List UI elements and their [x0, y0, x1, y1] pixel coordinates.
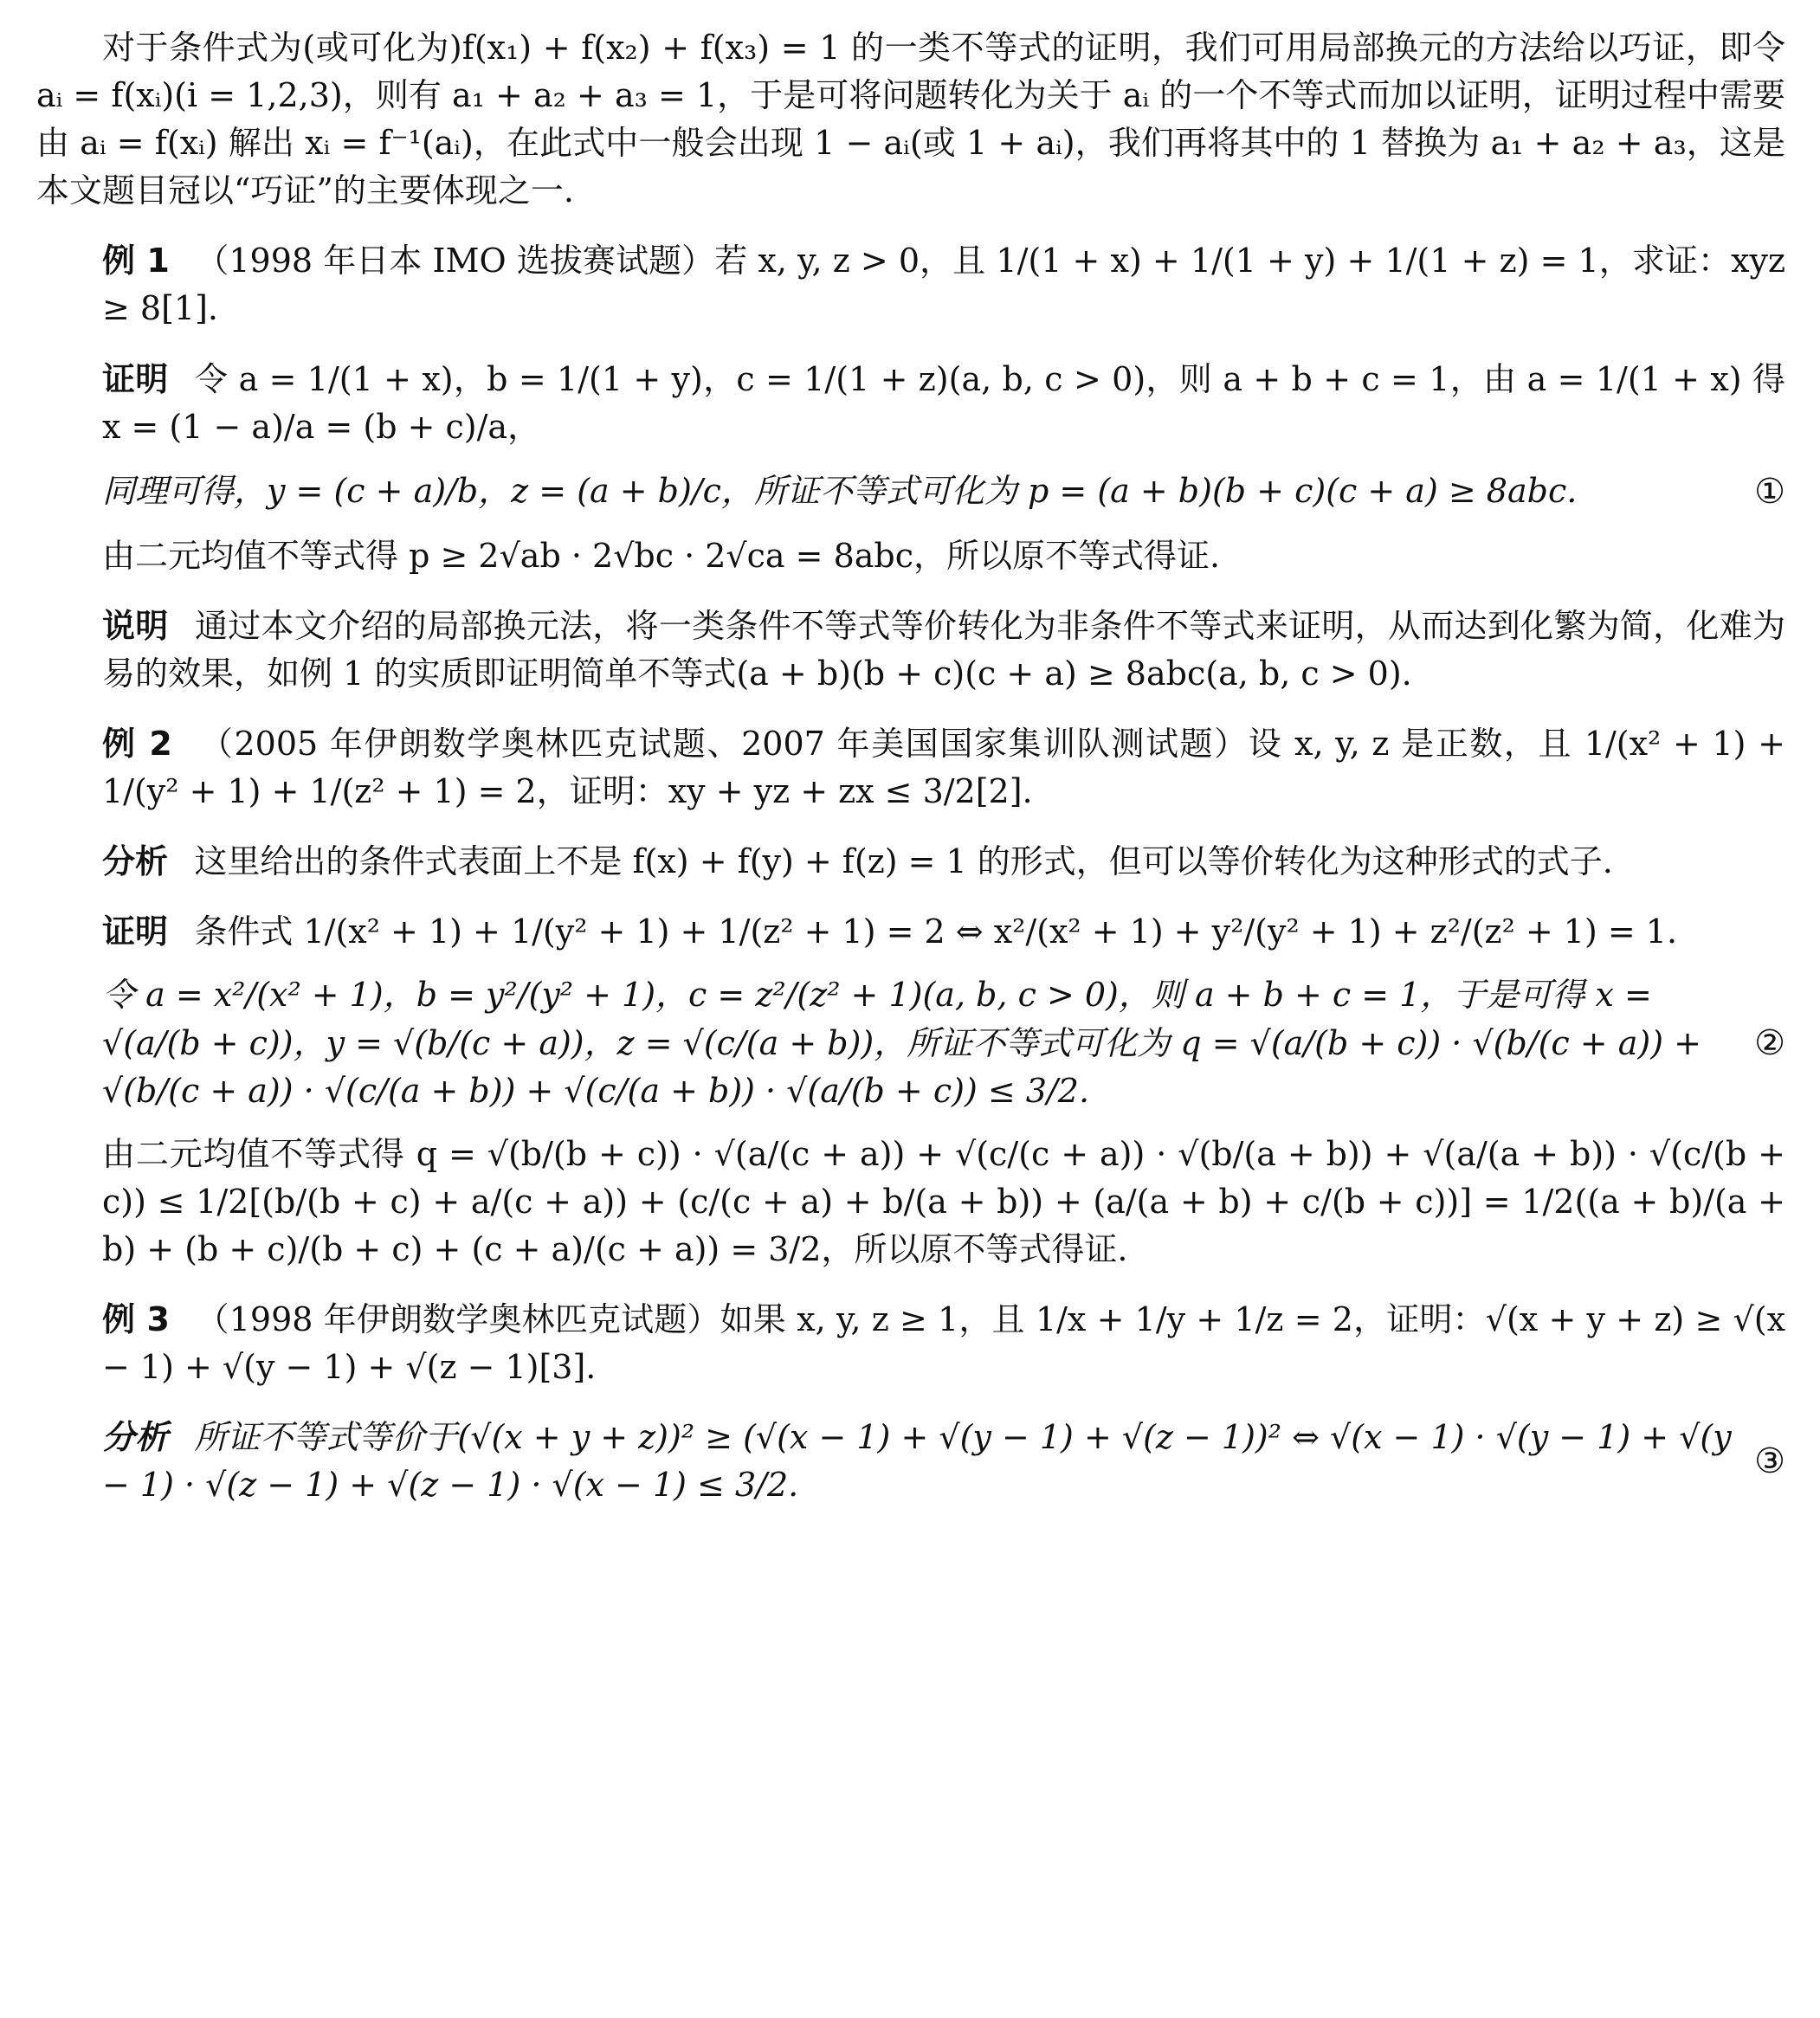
analysis-3-heading: 分析 — [102, 1418, 169, 1457]
proof-2-line-1: 条件式 1/(x² + 1) + 1/(y² + 1) + 1/(z² + 1) = 2 ⇔ x²/(x² + 1) + y²/(y² + 1) + z²/(z² + 1) = 1. — [194, 912, 1678, 951]
analysis-2-heading: 分析 — [102, 842, 169, 881]
proof-2-equation — [36, 971, 1785, 1114]
proof-1-line-2: 同理可得，y = (c + a)/b，z = (a + b)/c，所证不等式可化为 p = (a + b)(b + c)(c + a) ≥ 8abc. — [102, 472, 1578, 511]
example-3 — [36, 1296, 1785, 1391]
note-1-heading: 说明 — [102, 606, 169, 645]
analysis-3 — [36, 1414, 1785, 1509]
example-2-heading: 例 2 — [102, 725, 172, 764]
proof-1-equation — [36, 467, 1785, 517]
proof-2 — [36, 908, 1785, 1273]
equation-tag-3: ③ — [1754, 1441, 1785, 1482]
example-1 — [36, 237, 1785, 332]
proof-2-line-2: 令 a = x²/(x² + 1)，b = y²/(y² + 1)，c = z²/(z² + 1)(a, b, c > 0)，则 a + b + c = 1，于是可得 x = √(a/(b + c))，y = √(b/(c + a))，z = √(c/(a + b))，所证不等式可化为 q = √(a/(b + c)) · √(b/(c + a)) + √(b/(c + a)) · √(c/(a + b)) + √(c/(a + b)) · √(a/(b + c)) ≤ 3/2. — [102, 976, 1701, 1110]
equation-tag-1: ① — [1754, 471, 1785, 512]
note-1 — [36, 603, 1785, 698]
example-2 — [36, 720, 1785, 816]
example-1-statement: （1998 年日本 IMO 选拔赛试题）若 x, y, z > 0，且 1/(1 + x) + 1/(1 + y) + 1/(1 + z) = 1，求证：xyz ≥ 8[1]. — [102, 242, 1785, 328]
example-3-heading: 例 3 — [102, 1299, 170, 1338]
example-3-statement: （1998 年伊朗数学奥林匹克试题）如果 x, y, z ≥ 1，且 1/x + 1/y + 1/z = 2，证明：√(x + y + z) ≥ √(x − 1) + √(y − 1) + √(z − 1)[3]. — [102, 1299, 1785, 1387]
example-2-statement: （2005 年伊朗数学奥林匹克试题、2007 年美国国家集训队测试题）设 x, y, z 是正数，且 1/(x² + 1) + 1/(y² + 1) + 1/(z² + 1) = 2，证明：xy + yz + zx ≤ 3/2[2]. — [102, 725, 1786, 811]
proof-1 — [36, 356, 1785, 580]
note-1-text: 通过本文介绍的局部换元法，将一类条件不等式等价转化为非条件不等式来证明，从而达到化繁为简，化难为易的效果，如例 1 的实质即证明简单不等式(a + b)(b + c)(c + a) ≥ 8abc(a, b, c > 0). — [102, 606, 1785, 693]
proof-2-line-3: 由二元均值不等式得 q = √(b/(b + c)) · √(a/(c + a)) + √(c/(c + a)) · √(b/(a + b)) + √(a/(a + b)) · √(c/(b + c)) ≤ 1/2[(b/(b + c) + a/(c + a)) + (c/(c + a) + b/(a + b)) + (a/(a + b) + c/(b + c))] = 1/2((a + b)/(a + b) + (b + c)/(b + c) + (c + a)/(c + a)) = 3/2，所以原不等式得证. — [102, 1134, 1785, 1268]
analysis-2 — [36, 838, 1785, 886]
equation-tag-2: ② — [1754, 1023, 1785, 1064]
intro-paragraph: 对于条件式为(或可化为)f(x₁) + f(x₂) + f(x₃) = 1 的一类不等式的证明，我们可用局部换元的方法给以巧证，即令 aᵢ = f(xᵢ)(i = 1,2,3)，则有 a₁ + a₂ + a₃ = 1，于是可将问题转化为关于 aᵢ 的一个不等式而加以证明，证明过程中需要由 aᵢ = f(xᵢ) 解出 xᵢ = f⁻¹(aᵢ)，在此式中一般会出现 1 − aᵢ(或 1 + aᵢ)，我们再将其中的 1 替换为 a₁ + a₂ + a₃，这是本文题目冠以“巧证”的主要体现之一. — [36, 29, 1785, 210]
proof-1-line-3: 由二元均值不等式得 p ≥ 2√ab · 2√bc · 2√ca = 8abc，所以原不等式得证. — [102, 536, 1221, 575]
proof-1-line-1: 令 a = 1/(1 + x)，b = 1/(1 + y)，c = 1/(1 + z)(a, b, c > 0)，则 a + b + c = 1，由 a = 1/(1 + x) 得 x = (1 − a)/a = (b + c)/a， — [102, 359, 1785, 446]
analysis-3-text: 所证不等式等价于(√(x + y + z))² ≥ (√(x − 1) + √(y − 1) + √(z − 1))² ⇔ √(x − 1) · √(y − 1) + √(y − 1) · √(z − 1) + √(z − 1) · √(x − 1) ≤ 3/2. — [102, 1418, 1732, 1505]
analysis-2-text: 这里给出的条件式表面上不是 f(x) + f(y) + f(z) = 1 的形式，但可以等价转化为这种形式的式子. — [194, 842, 1613, 881]
example-1-heading: 例 1 — [102, 242, 170, 280]
proof-1-heading: 证明 — [102, 359, 169, 398]
document-page — [36, 24, 1785, 1525]
proof-2-heading: 证明 — [102, 912, 169, 951]
